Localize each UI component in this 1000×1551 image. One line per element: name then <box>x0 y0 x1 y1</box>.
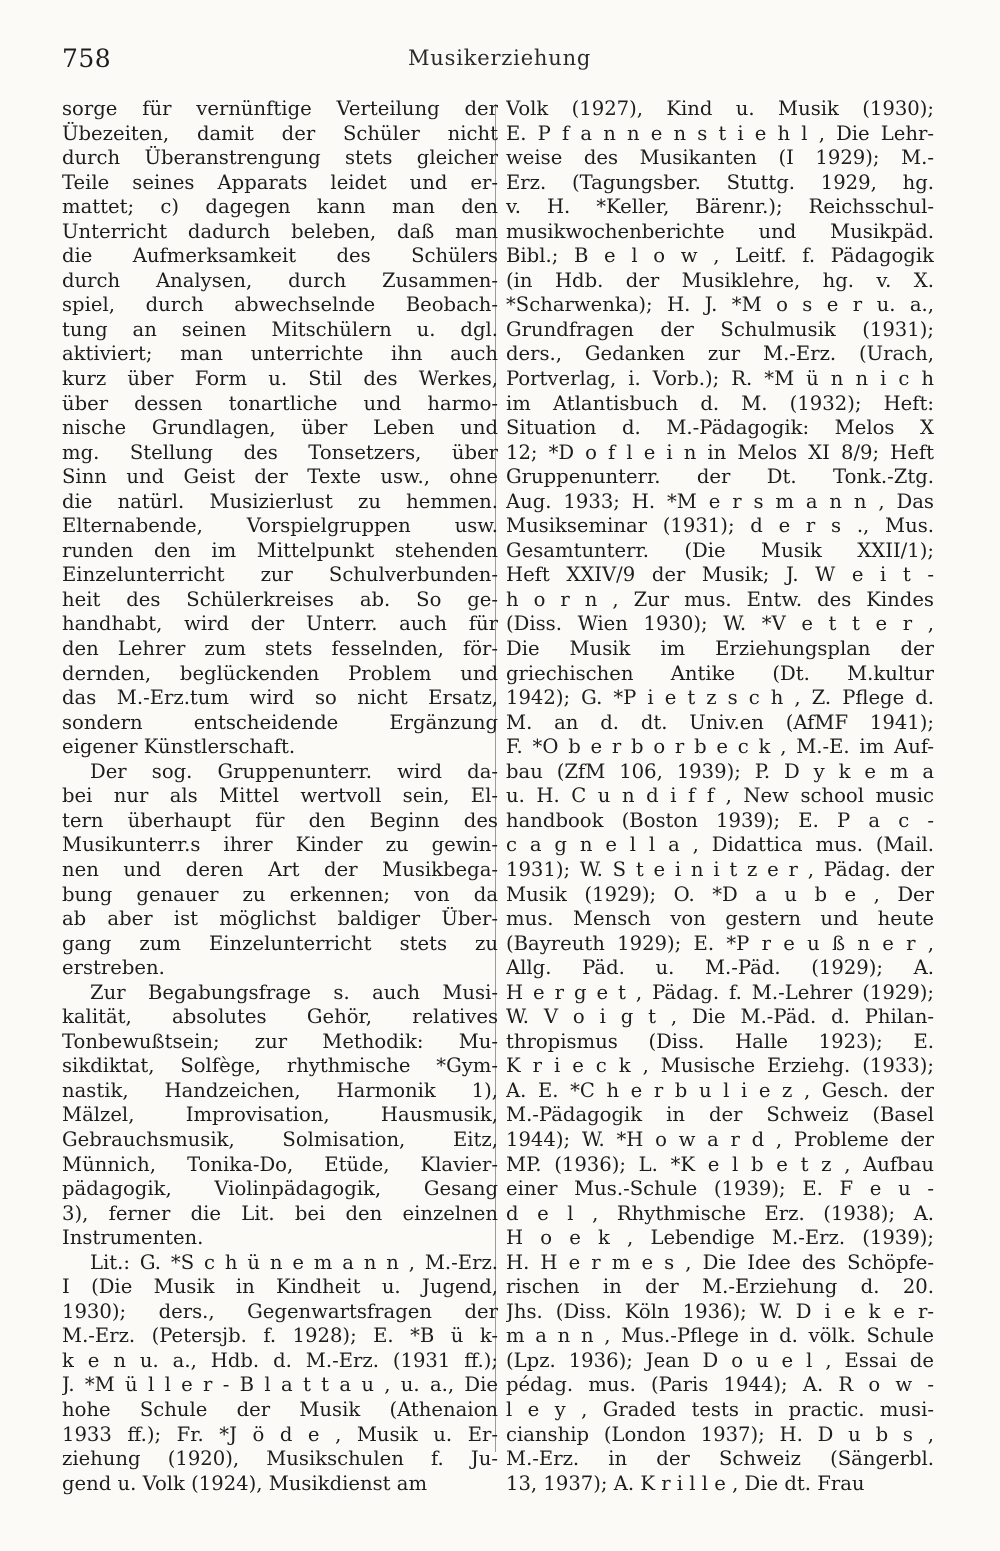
left-column-line: dernden, beglückenden Problem und <box>62 661 498 685</box>
right-column-line: handbook (Boston 1939); E. P a c - <box>506 808 934 832</box>
right-column-line: mus. Mensch von gestern und heute <box>506 907 934 931</box>
left-column-line: 3), ferner die Lit. bei den einzelnen <box>62 1201 498 1225</box>
right-column-line: Aug. 1933; H. *M e r s m a n n , Das <box>506 489 934 513</box>
left-column-line: pädagogik, Violinpädagogik, Gesang <box>62 1177 498 1201</box>
right-column-line: K r i e c k , Musische Erziehg. (1933); <box>506 1054 934 1078</box>
left-column-line: ab aber ist möglichst baldiger Über- <box>62 907 498 931</box>
left-column-line: aktiviert; man unterrichte ihn auch <box>62 342 498 366</box>
left-column-line: Lit.: G. *S c h ü n e m a n n , M.-Erz. <box>90 1250 498 1274</box>
right-column-line: thropismus (Diss. Halle 1923); E. <box>506 1029 934 1053</box>
right-column-line: einer Mus.-Schule (1939); E. F e u - <box>506 1177 934 1201</box>
left-column-line: mg. Stellung des Tonsetzers, über <box>62 440 498 464</box>
left-column-line: kurz über Form u. Stil des Werkes, <box>62 367 498 391</box>
left-column-line: gang zum Einzelunterricht stets zu <box>62 931 498 955</box>
right-column-line: l e y , Graded tests in practic. musi- <box>506 1397 934 1421</box>
left-column-line: ziehung (1920), Musikschulen f. Ju- <box>62 1447 498 1471</box>
left-column-line: Unterricht dadurch beleben, daß man <box>62 219 498 243</box>
right-column-line: (Lpz. 1936); Jean D o u e l , Essai de <box>506 1348 934 1372</box>
right-column-line: *Scharwenka); H. J. *M o s e r u. a., <box>506 293 934 317</box>
right-column-line: Portverlag, i. Vorb.); R. *M ü n n i c h <box>506 367 934 391</box>
left-column-line: J. *M ü l l e r - B l a t t a u , u. a., Die <box>62 1373 498 1397</box>
left-column-line: die natürl. Musizierlust zu hemmen. <box>62 489 498 513</box>
right-column-line: Allg. Päd. u. M.-Päd. (1929); A. <box>506 956 934 980</box>
left-column-line: sikdiktat, Solfège, rhythmische *Gym- <box>62 1054 498 1078</box>
left-column-line: Zur Begabungsfrage s. auch Musi- <box>90 980 498 1004</box>
left-column-line: den Lehrer zum stets fesselnden, för- <box>62 637 498 661</box>
left-column-line: tung an seinen Mitschülern u. dgl. <box>62 317 498 341</box>
right-column-line: griechischen Antike (Dt. M.kultur <box>506 661 934 685</box>
left-column-line: die Aufmerksamkeit des Schülers <box>62 244 498 268</box>
right-column-line: u. H. C u n d i f f , New school music <box>506 784 934 808</box>
left-column-line: handhabt, wird der Unterr. auch für <box>62 612 498 636</box>
left-column-line: Instrumenten. <box>62 1226 204 1250</box>
left-column-line: mattet; c) dagegen kann man den <box>62 195 498 219</box>
right-column-line: M. an d. dt. Univ.en (AfMF 1941); <box>506 710 934 734</box>
right-column-line: H o e k , Lebendige M.-Erz. (1939); <box>506 1226 934 1250</box>
left-column-line: 1930); ders., Gegenwartsfragen der <box>62 1299 498 1323</box>
left-column-line: I (Die Musik in Kindheit u. Jugend, <box>62 1275 498 1299</box>
left-column-line: durch Analysen, durch Zusammen- <box>62 268 498 292</box>
left-column-line: hohe Schule der Musik (Athenaion <box>62 1397 498 1421</box>
right-column-line: Heft XXIV/9 der Musik; J. W e i t - <box>506 563 934 587</box>
left-column <box>62 97 498 1496</box>
right-column-line: Gesamtunterr. (Die Musik XXII/1); <box>506 538 934 562</box>
running-title: Musikerziehung <box>408 46 592 70</box>
left-column-line: Musikunterr.s ihrer Kinder zu gewin- <box>62 833 498 857</box>
left-column-line: Tonbewußtsein; zur Methodik: Mu- <box>62 1029 498 1053</box>
right-column-line: E. P f a n n e n s t i e h l , Die Lehr- <box>506 121 934 145</box>
right-column-line: Grundfragen der Schulmusik (1931); <box>506 317 934 341</box>
right-column-line: MP. (1936); L. *K e l b e t z , Aufbau <box>506 1152 934 1176</box>
left-column-line: Einzelunterricht zur Schulverbunden- <box>62 563 498 587</box>
right-column-line: h o r n , Zur mus. Entw. des Kindes <box>506 587 934 611</box>
right-column-line: 1931); W. S t e i n i t z e r , Pädag. der <box>506 857 934 881</box>
left-column-line: Münnich, Tonika-Do, Etüde, Klavier- <box>62 1152 498 1176</box>
left-column-line: Teile seines Apparats leidet und er- <box>62 170 498 194</box>
right-column-line: Jhs. (Diss. Köln 1936); W. D i e k e r- <box>506 1299 934 1323</box>
left-column-line: gend u. Volk (1924), Musikdienst am <box>62 1471 428 1495</box>
right-column-line: 13, 1937); A. K r i l l e , Die dt. Frau <box>506 1471 865 1495</box>
right-column-line: Gruppenunterr. der Dt. Tonk.-Ztg. <box>506 465 934 489</box>
right-column-line: 1942); G. *P i e t z s c h , Z. Pflege d. <box>506 686 934 710</box>
right-column-line: v. H. *Keller, Bärenr.); Reichsschul- <box>506 195 934 219</box>
left-column-line: Mälzel, Improvisation, Hausmusik, <box>62 1103 498 1127</box>
right-column-line: c a g n e l l a , Didattica mus. (Mail. <box>506 833 934 857</box>
left-column-line: spiel, durch abwechselnde Beobach- <box>62 293 498 317</box>
left-column-line: 1933 ff.); Fr. *J ö d e , Musik u. Er- <box>62 1422 498 1446</box>
right-column-line: im Atlantisbuch d. M. (1932); Heft: <box>506 391 934 415</box>
right-column-line: Erz. (Tagungsber. Stuttg. 1929, hg. <box>506 170 934 194</box>
left-column-line: über dessen tonartliche und harmo- <box>62 391 498 415</box>
right-column-line: H e r g e t , Pädag. f. M.-Lehrer (1929); <box>506 980 934 1004</box>
left-column-line: bung genauer zu erkennen; von da <box>62 882 498 906</box>
right-column-line: H. H e r m e s , Die Idee des Schöpfe- <box>506 1250 934 1274</box>
right-column-line: A. E. *C h e r b u l i e z , Gesch. der <box>506 1078 934 1102</box>
left-column-line: nastik, Handzeichen, Harmonik 1), <box>62 1078 498 1102</box>
page-number: 758 <box>62 44 112 73</box>
right-column-line: ders., Gedanken zur M.-Erz. (Urach, <box>506 342 934 366</box>
right-column-line: (Bayreuth 1929); E. *P r e u ß n e r , <box>506 931 934 955</box>
right-column-line: cianship (London 1937); H. D u b s , <box>506 1422 934 1446</box>
right-column-line: Musikseminar (1931); d e r s ., Mus. <box>506 514 934 538</box>
right-column-line: Volk (1927), Kind u. Musik (1930); <box>506 97 934 120</box>
right-column-line: musikwochenberichte und Musikpäd. <box>506 219 934 243</box>
right-column-line: rischen in der M.-Erziehung d. 20. <box>506 1275 934 1299</box>
right-column <box>506 97 934 1496</box>
left-column-line: Gebrauchsmusik, Solmisation, Eitz, <box>62 1127 498 1151</box>
left-column-line: tern überhaupt für den Beginn des <box>62 808 498 832</box>
left-column-line: runden den im Mittelpunkt stehenden <box>62 538 498 562</box>
right-column-line: 1944); W. *H o w a r d , Probleme der <box>506 1127 934 1151</box>
left-column-line: heit des Schülerkreises ab. So ge- <box>62 587 498 611</box>
right-column-line: bau (ZfM 106, 1939); P. D y k e m a <box>506 759 934 783</box>
right-column-line: Situation d. M.-Pädagogik: Melos X <box>506 416 934 440</box>
right-column-line: weise des Musikanten (I 1929); M.- <box>506 146 934 170</box>
left-column-line: Sinn und Geist der Texte usw., ohne <box>62 465 498 489</box>
left-column-line: durch Überanstrengung stets gleicher <box>62 146 498 170</box>
left-column-line: erstreben. <box>62 956 165 980</box>
left-column-line: nische Grundlagen, über Leben und <box>62 416 498 440</box>
right-column-line: (Diss. Wien 1930); W. *V e t t e r , <box>506 612 934 636</box>
right-column-line: m a n n , Mus.-Pflege in d. völk. Schule <box>506 1324 934 1348</box>
right-column-line: d e l , Rhythmische Erz. (1938); A. <box>506 1201 934 1225</box>
left-column-line: eigener Künstlerschaft. <box>62 735 296 759</box>
left-column-line: Übezeiten, damit der Schüler nicht <box>62 121 498 145</box>
left-column-line: Der sog. Gruppenunterr. wird da- <box>90 759 498 783</box>
right-column-line: (in Hdb. der Musiklehre, hg. v. X. <box>506 268 934 292</box>
right-column-line: pédag. mus. (Paris 1944); A. R o w - <box>506 1373 934 1397</box>
left-column-line: nen und deren Art der Musikbega- <box>62 857 498 881</box>
right-column-line: M.-Erz. in der Schweiz (Sängerbl. <box>506 1447 934 1471</box>
left-column-line: bei nur als Mittel wertvoll sein, El- <box>62 784 498 808</box>
left-column-line: das M.-Erz.tum wird so nicht Ersatz, <box>62 686 498 710</box>
left-column-line: k e n u. a., Hdb. d. M.-Erz. (1931 ff.); <box>62 1348 498 1372</box>
left-column-line: sorge für vernünftige Verteilung der <box>62 97 498 120</box>
right-column-line: M.-Pädagogik in der Schweiz (Basel <box>506 1103 934 1127</box>
left-column-line: Elternabende, Vorspielgruppen usw. <box>62 514 498 538</box>
right-column-line: Die Musik im Erziehungsplan der <box>506 637 934 661</box>
right-column-line: Musik (1929); O. *D a u b e , Der <box>506 882 934 906</box>
left-column-line: sondern entscheidende Ergänzung <box>62 710 498 734</box>
right-column-line: Bibl.; B e l o w , Leitf. f. Pädagogik <box>506 244 934 268</box>
left-column-line: M.-Erz. (Petersjb. f. 1928); E. *B ü k- <box>62 1324 498 1348</box>
right-column-line: W. V o i g t , Die M.-Päd. d. Philan- <box>506 1005 934 1029</box>
right-column-line: F. *O b e r b o r b e c k , M.-E. im Auf- <box>506 735 934 759</box>
right-column-line: 12; *D o f l e i n in Melos XI 8/9; Heft <box>506 440 934 464</box>
left-column-line: kalität, absolutes Gehör, relatives <box>62 1005 498 1029</box>
